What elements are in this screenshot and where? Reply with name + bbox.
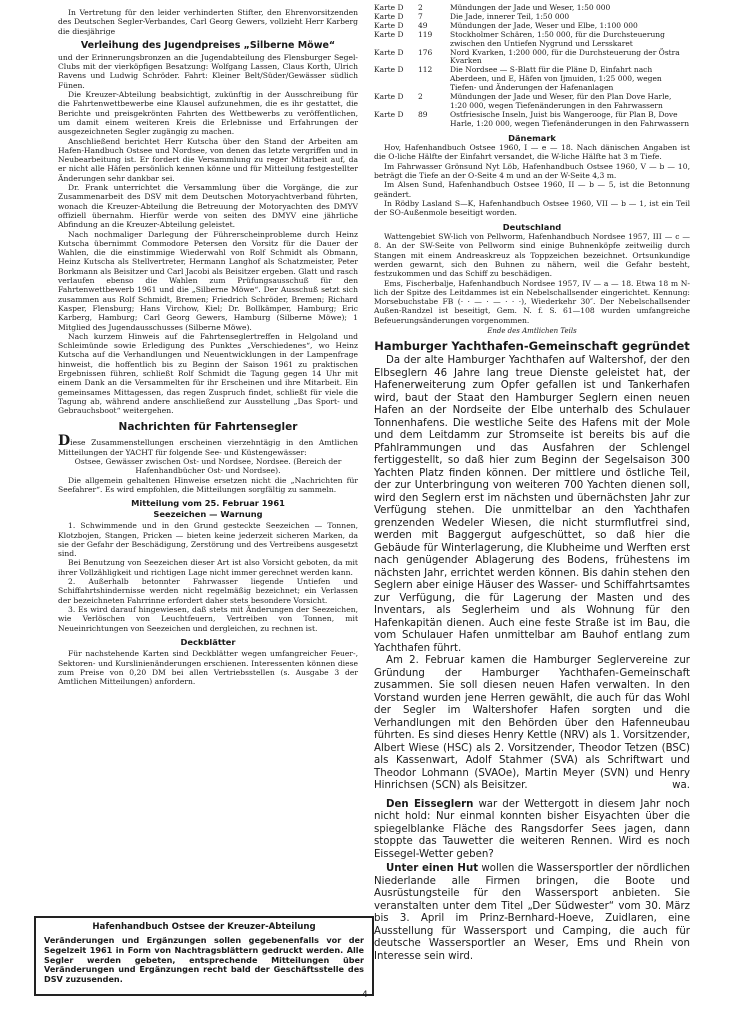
karte-label: Karte D xyxy=(374,47,404,57)
karte-number: 112 xyxy=(418,65,433,75)
karte-number: 89 xyxy=(418,109,428,119)
heading-mitteilung-date: Mitteilung vom 25. Februar 1961 xyxy=(131,498,285,509)
paragraph: 3. Es wird darauf hingewiesen, daß stets mit Änderungen der Seezeichen, wie Verlöschen von Leuchtfeuern, Vertreiben von Tonnen, mit Neueinrichtungen von Seezeichen und dergleichen, zu rechnen ist. xyxy=(58,604,358,633)
heading-yachthafen: Hamburger Yachthafen-Gemeinschaft gegründet xyxy=(374,339,690,354)
karten-row xyxy=(374,93,690,111)
karte-description: Nord Kvarken, 1:200 000, für die Durchsteuerung der Östra Kvarken xyxy=(450,47,680,66)
karte-number: 176 xyxy=(418,47,433,57)
intro-paragraph: In Vertretung für den leider verhinderten Stifter, den Ehrenvorsitzenden des Deutschen Segler-Verbandes, Carl Georg Gewers, vollzieht Herr Karberg die diesjährige xyxy=(58,8,358,36)
paragraph-eissegler: Den Eisseglern war der Wettergott in diesem Jahr noch nicht hold: Nur einmal konnten bisher Eisyachten über die spiegelblanke Fläche des Rangsdorfer Sees jagen, dann stoppte das Tauwetter die weiteren Rennen. Wird es noch Eissegel-Wetter geben? xyxy=(374,798,691,860)
karte-description: Mündungen der Jade und Weser, für den Plan Dove Harle, 1:20 000, wegen Tiefenänderungen in den Fahrwassern xyxy=(450,92,672,110)
paragraph: Dr. Frank unterrichtet die Versammlung über die Vorgänge, die zur Zusammenarbeit des DSV mit dem Deutschen Motoryachtverband führten, wonach die Kreuzer-Abteilung die Betreuung der Motoryachten des DMYV offiziell übernahm. Hierfür werde von seiten des DMYV eine jährliche Abfindung an die Kreuzer-Abteilung geleistet. xyxy=(58,183,358,230)
karte-label: Karte D xyxy=(374,92,404,102)
karten-row xyxy=(374,66,690,93)
karte-label: Karte D xyxy=(374,20,404,30)
paragraph: Die allgemein gehaltenen Hinweise ersetzen nicht die „Nachrichten für Seefahrer“. Es wird empfohlen, die Mitteilungen sorgfältig zu sammeln. xyxy=(58,475,358,494)
paragraph: Für nachstehende Karten sind Deckblätter wegen umfangreicher Feuer-, Sektoren- und Kurslinienänderungen erschienen. Interessenten können diese zum Preise von 0,20 DM bei allen Vertriebsstellen (s. Ausgabe 3 der Amtlichen Mitteilungen) anfordern. xyxy=(58,649,358,687)
paragraph: Anschließend berichtet Herr Kutscha über den Stand der Arbeiten am Hafen-Handbuch Ostsee und Nordsee, von denen das letzte vergriffen und in Neubearbeitung ist. Er fordert die Versammlung zu reger Mitarbeit auf, da er nicht alle Häfen persönlich kennen könne und für Mitteilung festgestellter Änderungen sehr dankbar sei. xyxy=(58,136,358,183)
end-of-official-part: Ende des Amtlichen Teils xyxy=(487,327,577,336)
page-number: 4 xyxy=(362,990,368,1000)
karte-description: Stockholmer Schären, 1:50 000, für die Durchsteuerung zwischen den Untiefen Nygrund und Lersskaret xyxy=(450,29,665,48)
waters-list: Ostsee, Gewässer zwischen Ost- und Nordsee, Nordsee. (Bereich der Hafenhandbücher Ost- und Nordsee). xyxy=(74,457,342,476)
right-column xyxy=(374,0,690,963)
notice-title: Hafenhandbuch Ostsee der Kreuzer-Abteilung xyxy=(92,922,316,932)
heading-seezeichen: Seezeichen — Warnung xyxy=(153,508,263,519)
paragraph: Die Kreuzer-Abteilung beabsichtigt, zukünftig in der Ausschreibung für die Fahrtenwettbewerbe eine Klausel aufzunehmen, die es ihr gestattet, die Berichte und preisgekrönten Fahrten des Wettbewerbs zu veröffentlichen, um damit einem weiteren Kreis die Erlebnisse und Erfahrungen der ausgezeichneten Segler zugängig zu machen. xyxy=(58,90,358,137)
heading-deckblaetter: Deckblätter xyxy=(180,636,236,647)
karten-table xyxy=(374,4,690,129)
karte-description: Die Nordsee — S-Blatt für die Pläne D, Einfahrt nach Aberdeen, und E, Häfen von Ijmuiden, 1:25 000, wegen Tiefen- und Änderungen der Hafenanlagen xyxy=(450,65,662,93)
paragraph: In Rödby Lasland S—K, Hafenhandbuch Ostsee 1960, VII — b — 1, ist ein Teil der SO-Außenmole beseitigt worden. xyxy=(374,198,690,218)
karte-label: Karte D xyxy=(374,3,404,12)
paragraph-dropcap: Diese Zusammenstellungen erscheinen vierzehntägig in den Amtlichen Mitteilungen der YACHT für folgende See- und Küstengewässer: xyxy=(58,433,358,457)
karte-label: Karte D xyxy=(374,109,404,119)
paragraph-large: Da der alte Hamburger Yachthafen auf Waltershof, der den Elbseglern 46 Jahre lang treue Dienste geleistet hat, der Hafenerweiterung zum Opfer gefallen ist und Tankerhafen wird, baut der Staat den Hamburger Seglern einen neuen Hafen an der Nordseite der Elbe unterhalb des Schulauer Tonnenhafens. Die westliche Seite des Hafens mit der Mole und dem Leitdamm zur Stromseite ist bereits bis auf die Pfahlrammungen und das Ausfahren der Schlengel fertiggestellt, so daß hier zum Beginn der Segelsaison 300 Yachten Platz finden können. Der mittlere und östliche Teil, der zur Unterbringung von weiteren 700 Yachten dienen soll, wird den Seglern erst im nächsten und übernächsten Jahr zur Verfügung stehen. Die unmittelbar an den Yachthafen grenzenden Wedeler Wiesen, die nicht sturmflutfrei sind, werden mit Baggergut aufgeschüttet, so daß hier die Gebäude für Winterlagerung, die Klubheime und Werften erst nach genügender Ablagerung des Bodens, frühestens im nächsten Jahr, errichtet werden können. Bis dahin stehen den Seglern aber einige Häuser des Wasser- und Schiffahrtsamtes zur Verfügung, die für Lagerung der Masten und des Inventars, als Seglerheim und als Wohnung für den Hafenkapitän dienen. Auch eine feste Straße ist im Bau, die vom Schulauer Hafen unmittelbar am Bauhof entlang zum Yachthafen führt. xyxy=(374,355,690,654)
karte-number: 2 xyxy=(418,3,423,12)
paragraph: Im Fahrwasser Grönsund Nyt Löb, Hafenhandbuch Ostsee 1960, V — b — 10, beträgt die Tiefe an der O-Seite 4 m und an der W-Seite 4,3 m. xyxy=(374,161,690,181)
paragraph-large: Am 2. Februar kamen die Hamburger Seglervereine zur Gründung der Hamburger Yachthafen-Gemeinschaft zusammen. Sie soll diesen neuen Hafen verwalten. In den Vorstand wurden jene Herren gewählt, die auch für das Wohl der Segler im Waltershofer Hafen sorgten und die Verhandlungen mit den Behörden über den Hafenneubau führten. Es sind dieses Henry Kettle (NRV) als 1. Vorsitzender, Albert Wiese (HSC) als 2. Vorsitzender, Theodor Tetzen (BSC) als Kassenwart, Adolf Stahmer (SVA) als Schriftwart und Theodor Lohmann (SVAOe), Martin Meyer (SVN) und Henry Hinrichsen (SCN) als Beisitzer. wa. xyxy=(374,655,690,792)
karte-description: Mündungen der Jade und Weser, 1:50 000 xyxy=(450,3,611,12)
paragraph: 2. Außerhalb betonnter Fahrwasser liegende Untiefen und Schiffahrtshindernisse werden nicht regelmäßig bezeichnet; ein Verlassen der bezeichneten Fahrrinne erfordert daher stets besondere Vorsicht. xyxy=(58,577,358,605)
karte-description: Die Jade, innerer Teil, 1:50 000 xyxy=(450,11,570,21)
karten-row xyxy=(374,49,690,67)
paragraph: Wattengebiet SW-lich von Pellworm, Hafenhandbuch Nordsee 1957, III — c — 8. An der SW-Seite von Pellworm sind einige Buhnenköpfe zeitweilig durch Stangen mit einem Andreaskreuz als Toppzeichen bezeichnet. Ortsunkundige werden gewarnt, sich den Buhnen zu nähern, weil die Gefahr besteht, festzukommen und das Schiff zu beschädigen. xyxy=(374,232,690,279)
paragraph: Bei Benutzung von Seezeichen dieser Art ist also Vorsicht geboten, da mit ihrer Vollzähligkeit und richtigen Lage nicht immer gerechnet werden kann. xyxy=(58,558,358,577)
karte-label: Karte D xyxy=(374,11,404,21)
karten-row xyxy=(374,111,690,129)
paragraph-unter-einen-hut: Unter einen Hut wollen die Wassersportler der nördlichen Niederlande alle Firmen bringen, die Boote und Ausrüstungsteile für den Wassersport anbieten. Sie veranstalten unter dem Titel „Der Südwester“ vom 30. März bis 3. April im Prinz-Bernhard-Hoeve, Zuidlaren, eine Ausstellung für Wassersport und Camping, die auch für deutsche Wassersportler an Weser, Ems und Rhein von Interesse sein wird. xyxy=(374,863,690,962)
heading-daenemark: Dänemark xyxy=(508,132,556,143)
karte-number: 119 xyxy=(418,29,433,39)
karte-label: Karte D xyxy=(374,65,404,75)
paragraph: Hov, Hafenhandbuch Ostsee 1960, I — e — 18. Nach dänischen Angaben ist die O-liche Hälfte der Einfahrt versandet, die W-liche Hälfte hat 3 m Tiefe. xyxy=(374,143,690,162)
karte-number: 7 xyxy=(418,11,423,21)
paragraph: Nach kurzem Hinweis auf die Fahrtenseglertreffen in Helgoland und Schleimünde sowie Erledigung des Punktes „Verschiedenes“, wo Heinz Kutscha auf die Verhandlungen und Neuentwicklungen in der Lampenfrage hinweist, die hoffentlich bis zu Beginn der Saison 1961 zu praktischen Ergebnissen führen, schließt Rolf Schmidt die Tagung gegen 14 Uhr mit einem Dank an die Versammelten für ihr Erscheinen und ihre Mitarbeit. Ein gemeinsames Mittagessen, das regen Zuspruch findet, schließt für viele die Tagung ab, während andere anschließend zur Ausstellung „Das Sport- und Gebrauchsboot“ weitergehen. xyxy=(58,331,358,416)
paragraph: und der Erinnerungsbronzen an die Jugendabteilung des Flensburger Segel-Clubs mit der vierköpfigen Besatzung: Wolfgang Lassen, Claus Korth, Ulrich Ravens und Ludwig Schröder. Fahrt: Kleiner Belt/Süder/Gewässer südlich Fünen. xyxy=(58,52,358,90)
paragraph: Im Alsen Sund, Hafenhandbuch Ostsee 1960, II — b — 5, ist die Betonnung geändert. xyxy=(374,180,690,199)
left-column xyxy=(58,0,358,687)
notice-box xyxy=(34,916,374,996)
paragraph: Nach nochmaliger Darlegung der Führerscheinprobleme durch Heinz Kutscha übernimmt Commodore Petersen den Vorsitz für die Dauer der Wahlen, die die einstimmige Wiederwahl von Rolf Schmidt als Obmann, Heinz Kutscha als Stellvertreter, Hermann Langhof als Schatzmeister, Peter Borkmann als Beisitzer und Carl Jacobi als Beisitzer ergeben. Glatt und rasch verlaufen ebenso die Wahlen zum Prüfungsausschuß für den Fahrtenwettbewerb 1961 und die „Silberne Möwe“. Der Ausschuß setzt sich zusammen aus Rolf Schmidt, Bremen; Friedrich Schröder, Bremen; Richard Kasper, Flensburg; Hans Virchow, Kiel; Dr. Bollkämper, Hamburg; Eric Karberg, Hamburg; Carl Georg Gewers, Hamburg (Silberne Möwe); 1 Mitglied des Jugendausschusses (Silberne Möwe). xyxy=(58,229,358,332)
paragraph: 1. Schwimmende und in den Grund gesteckte Seezeichen — Tonnen, Klotzbojen, Stangen, Pricken — bieten keine jederzeit sicheren Marken, da sie der Gefahr der Beschädigung, Zerstörung und des Vertreibens ausgesetzt sind. xyxy=(58,521,358,559)
karte-description: Ostfriesische Inseln, Juist bis Wangerooge, für Plan B, Dove Harle, 1:20 000, wegen Tiefenänderungen in den Fahrwassern xyxy=(450,109,690,128)
heading-deutschland: Deutschland xyxy=(502,221,562,232)
karte-label: Karte D xyxy=(374,29,404,39)
heading-nachrichten: Nachrichten für Fahrtensegler xyxy=(118,421,298,434)
karte-description: Mündungen der Jade, Weser und Elbe, 1:100 000 xyxy=(450,20,638,30)
paragraph: Ems, Fischerbalje, Hafenhandbuch Nordsee 1957, IV — a — 18. Etwa 18 m N-lich der Spitze des Leitdammes ist ein Nebelschallsender eingerichtet. Kennung: Morsebuchstabe FB (· · — · — · · ·), Wiederkehr 30″. Der Nebelschallsender Außen-Randzel ist beseitigt, Gem. N. f. S. 61—108 wurden umfangreiche Befeuerungsänderungen vorgenommen. xyxy=(374,278,690,325)
heading-silberne-moewe: Verleihung des Jugendpreises „Silberne Möwe“ xyxy=(80,39,336,51)
drop-cap: D xyxy=(58,433,71,450)
karte-number: 49 xyxy=(418,20,428,30)
notice-body: Veränderungen und Ergänzungen sollen gegebenenfalls vor der Segelzeit 1961 in Form von Nachtragsblättern gedruckt werden. Alle Segler werden gebeten, entsprechende Mitteilungen über Veränderungen und Ergänzungen recht bald der Geschäftsstelle des DSV zuzusenden. xyxy=(44,935,364,985)
karte-number: 2 xyxy=(418,92,423,102)
karten-row xyxy=(374,31,690,49)
signature: wa. xyxy=(672,780,690,792)
